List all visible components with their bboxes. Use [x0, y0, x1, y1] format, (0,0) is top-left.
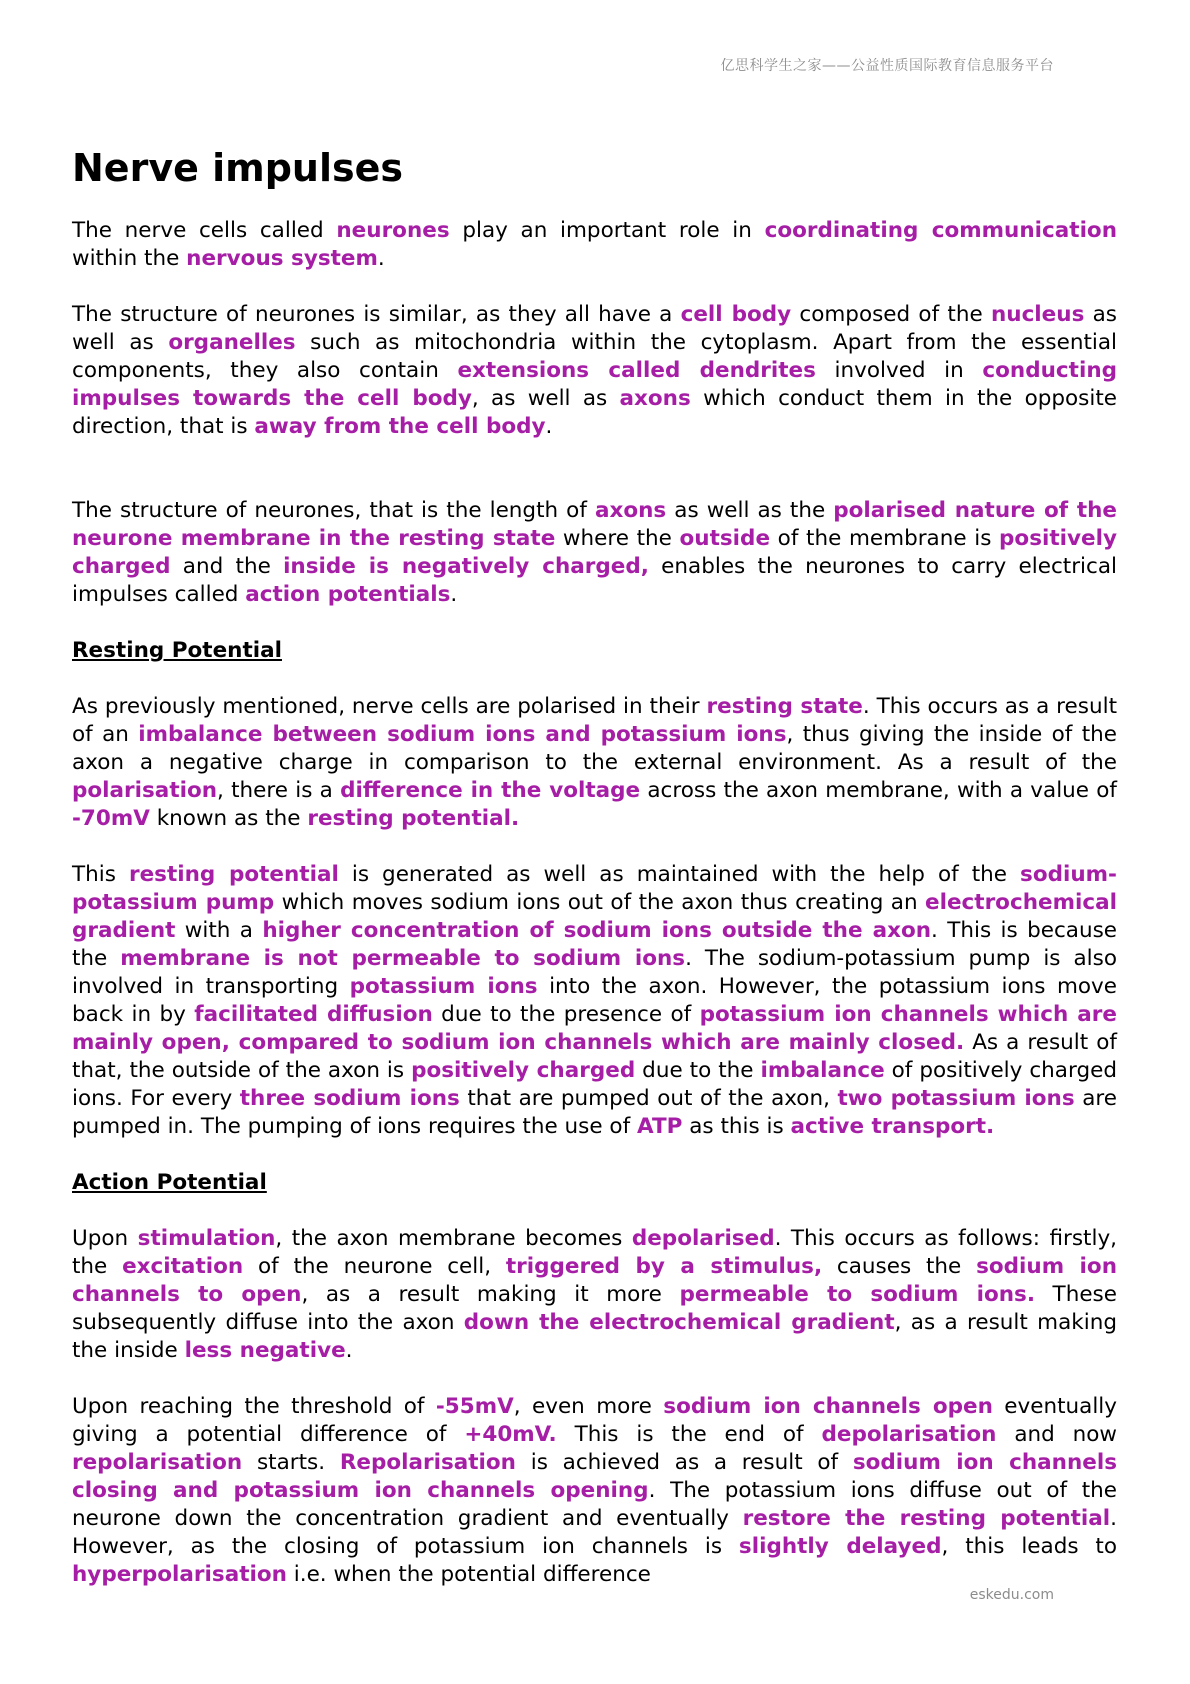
highlighted-term: sodium ion channels open: [663, 1394, 993, 1419]
text-run: , there is a: [217, 778, 341, 803]
highlighted-term: facilitated diffusion: [194, 1002, 433, 1027]
highlighted-term: active transport.: [790, 1114, 995, 1139]
intro-paragraph: [72, 217, 1117, 273]
highlighted-term: cell body: [680, 302, 792, 327]
text-run: eventually giving a potential difference of: [72, 1394, 1117, 1447]
highlighted-term: depolarisation: [821, 1422, 997, 1447]
text-run: This is the end of: [556, 1422, 822, 1447]
highlighted-term: outside: [679, 526, 771, 551]
text-run: involved in: [815, 358, 983, 383]
highlighted-term: triggered by a stimulus,: [505, 1254, 823, 1279]
resting-potential-heading: Resting Potential: [72, 638, 282, 663]
highlighted-term: polarised nature of the neurone membrane in the resting state: [72, 498, 1118, 551]
text-run: of positively charged ions. For every: [72, 1058, 1117, 1111]
text-run: . The potassium ions diffuse out of the neurone down the concentration gradient and eventually: [72, 1478, 1117, 1531]
text-run: , thus giving the inside of the axon a negative charge in comparison to the external environment. As a result of the: [72, 722, 1117, 775]
highlighted-term: higher concentration of sodium ions outside the axon: [262, 918, 932, 943]
text-run: , this leads to: [941, 1534, 1117, 1559]
text-run: with a: [175, 918, 263, 943]
highlighted-term: restore the resting potential: [742, 1506, 1111, 1531]
text-run: and the: [170, 554, 284, 579]
text-run: known as the: [149, 806, 308, 831]
highlighted-term: conducting impulses towards the cell body: [72, 358, 1118, 411]
highlighted-term: neurones: [336, 218, 450, 243]
highlighted-term: repolarisation: [72, 1450, 243, 1475]
highlighted-term: polarisation: [72, 778, 218, 803]
highlighted-term: sodium ion channels to open: [72, 1254, 1117, 1307]
action-potential-paragraph: [72, 1225, 1117, 1365]
text-run: . This occurs as a result of an: [72, 694, 1117, 747]
highlighted-term: nervous system: [186, 246, 378, 271]
highlighted-term: -55mV: [435, 1394, 514, 1419]
highlighted-term: axons: [619, 386, 691, 411]
text-run: , even more: [513, 1394, 664, 1419]
text-run: where the: [555, 526, 680, 551]
text-run: starts.: [242, 1450, 340, 1475]
highlighted-term: resting potential: [128, 862, 339, 887]
text-run: The structure of neurones is similar, as they all have a: [72, 302, 681, 327]
highlighted-term: slightly delayed: [738, 1534, 942, 1559]
text-run: due to the presence of: [432, 1002, 700, 1027]
text-run: as well as the: [666, 498, 834, 523]
highlighted-term: membrane is not permeable to sodium ions: [120, 946, 686, 971]
text-run: is achieved as a result of: [516, 1450, 853, 1475]
header-watermark: 亿思科学生之家——公益性质国际教育信息服务平台: [720, 58, 1054, 74]
highlighted-term: three sodium ions: [239, 1086, 460, 1111]
action-potential-paragraph: [72, 1393, 1117, 1589]
highlighted-term: away from the cell body: [254, 414, 546, 439]
highlighted-term: depolarised: [631, 1226, 775, 1251]
text-run: The structure of neurones, that is the length of: [72, 498, 595, 523]
highlighted-term: +40mV.: [464, 1422, 557, 1447]
highlighted-term: potassium ions: [349, 974, 538, 999]
text-run: .: [450, 582, 458, 607]
highlighted-term: sodium-potassium pump: [72, 862, 1117, 915]
highlighted-term: -70mV: [72, 806, 150, 831]
text-run: that are pumped out of the axon,: [459, 1086, 838, 1111]
text-run: due to the: [635, 1058, 761, 1083]
text-run: . This occurs as follows: firstly, the: [72, 1226, 1118, 1279]
article-body: [72, 217, 1117, 1617]
text-run: , as a result making it more: [301, 1282, 680, 1307]
text-run: play an important role in: [449, 218, 765, 243]
text-run: This: [72, 862, 129, 887]
highlighted-term: difference in the voltage: [340, 778, 641, 803]
highlighted-term: ATP: [637, 1114, 683, 1139]
highlighted-term: excitation: [122, 1254, 244, 1279]
highlighted-term: action potentials: [245, 582, 451, 607]
highlighted-term: resting potential.: [307, 806, 520, 831]
highlighted-term: down the electrochemical gradient: [463, 1310, 895, 1335]
resting-potential-paragraph: [72, 861, 1117, 1141]
text-run: is generated as well as maintained with the help of the: [338, 862, 1021, 887]
text-run: These subsequently diffuse into the axon: [72, 1282, 1117, 1335]
highlighted-term: axons: [594, 498, 667, 523]
text-run: . However, as the closing of potassium ion channels is: [72, 1506, 1118, 1559]
text-run: .: [345, 1338, 353, 1363]
highlighted-term: two potassium ions: [837, 1086, 1075, 1111]
highlighted-term: resting state: [706, 694, 863, 719]
footer-site: eskedu.com: [969, 1587, 1054, 1603]
text-run: of the membrane is: [770, 526, 1000, 551]
highlighted-term: imbalance between sodium ions and potassium ions: [138, 722, 787, 747]
highlighted-term: less negative: [184, 1338, 346, 1363]
text-run: within the: [72, 246, 187, 271]
text-run: and now: [996, 1422, 1118, 1447]
resting-potential-paragraph: [72, 693, 1117, 833]
text-run: Upon: [72, 1226, 138, 1251]
highlighted-term: inside is negatively charged,: [283, 554, 649, 579]
text-run: . The sodium-potassium pump is also involved in transporting: [72, 946, 1117, 999]
text-run: As a result of that, the outside of the axon is: [72, 1030, 1117, 1083]
text-run: .: [545, 414, 553, 439]
highlighted-term: nucleus: [990, 302, 1085, 327]
text-run: The nerve cells called: [72, 218, 337, 243]
highlighted-term: positively charged: [72, 526, 1117, 579]
highlighted-term: Repolarisation: [339, 1450, 516, 1475]
highlighted-term: extensions called dendrites: [457, 358, 816, 383]
text-run: . This is because the: [72, 918, 1117, 971]
text-run: , as well as: [471, 386, 620, 411]
text-run: Upon reaching the threshold of: [72, 1394, 436, 1419]
text-run: composed of the: [791, 302, 991, 327]
highlighted-term: hyperpolarisation: [72, 1562, 287, 1587]
highlighted-term: coordinating communication: [764, 218, 1118, 243]
page-title: Nerve impulses: [72, 146, 403, 190]
text-run: which moves sodium ions out of the axon thus creating an: [274, 890, 926, 915]
highlighted-term: potassium ion channels which are mainly open, compared to sodium ion channels which are mainly closed.: [72, 1002, 1117, 1055]
text-run: across the axon membrane, with a value of: [640, 778, 1117, 803]
text-run: .: [377, 246, 385, 271]
text-run: , the axon membrane becomes: [275, 1226, 632, 1251]
text-run: as well as: [72, 302, 1118, 355]
polarised-paragraph: [72, 497, 1117, 609]
text-run: such as mitochondria within the cytoplasm. Apart from the essential components, they also contain: [72, 330, 1117, 383]
text-run: into the axon. However, the potassium ions move back in by: [72, 974, 1117, 1027]
highlighted-term: permeable to sodium ions.: [679, 1282, 1035, 1307]
highlighted-term: stimulation: [137, 1226, 276, 1251]
text-run: which conduct them in the opposite direction, that is: [72, 386, 1118, 439]
text-run: causes the: [822, 1254, 977, 1279]
text-run: of the neurone cell,: [243, 1254, 506, 1279]
text-run: are pumped in. The pumping of ions requires the use of: [72, 1086, 1117, 1139]
highlighted-term: imbalance: [760, 1058, 885, 1083]
text-run: enables the neurones to carry electrical impulses called: [72, 554, 1117, 607]
highlighted-term: organelles: [168, 330, 296, 355]
text-run: As previously mentioned, nerve cells are polarised in their: [72, 694, 707, 719]
structure-paragraph: [72, 301, 1117, 441]
highlighted-term: positively charged: [411, 1058, 636, 1083]
text-run: i.e. when the potential difference: [286, 1562, 651, 1587]
highlighted-term: sodium ion channels closing and potassium ion channels opening: [72, 1450, 1117, 1503]
text-run: , as a result making the inside: [72, 1310, 1117, 1363]
highlighted-term: electrochemical gradient: [72, 890, 1117, 943]
text-run: as this is: [682, 1114, 791, 1139]
action-potential-heading: Action Potential: [72, 1170, 267, 1195]
